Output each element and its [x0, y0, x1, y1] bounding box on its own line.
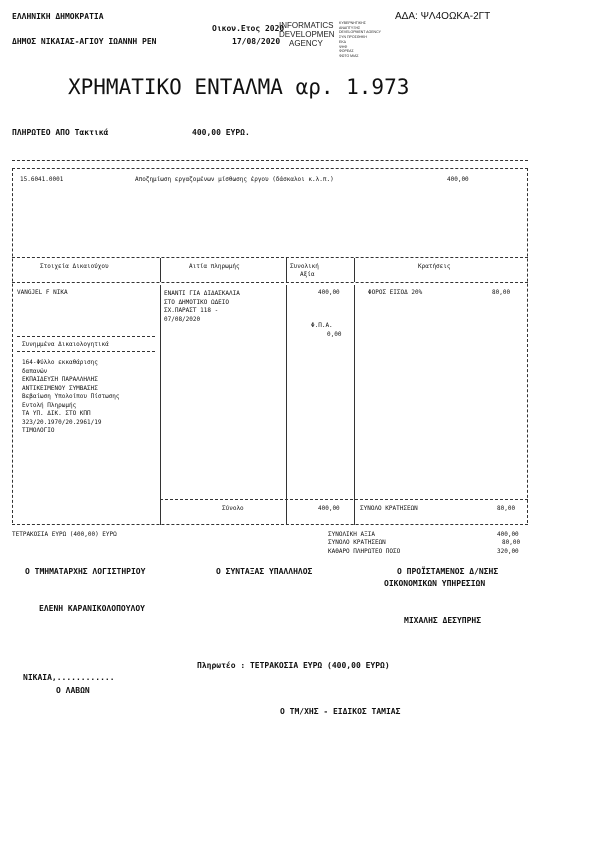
totals-deductions-value: 80,00: [497, 505, 516, 512]
column-header-deductions: Κρατήσεις: [418, 263, 451, 270]
supporting-item: ΕΚΠΑΙΔΕΥΣΗ ΠΑΡΑΛΛΗΛΗΣ: [22, 376, 98, 383]
logo-small-line: ΦΟΡΕΑΣ: [339, 49, 354, 54]
cause-line: 07/08/2020: [164, 315, 201, 323]
column-header-cause: Αιτία πληρωμής: [189, 263, 240, 270]
document-date: 17/08/2020: [232, 37, 281, 46]
signature-accounting-name: ΕΛΕΝΗ ΚΑΡΑΝΙΚΟΛΟΠΟΥΛΟΥ: [39, 604, 145, 613]
logo-line: DEVELOPMEN: [279, 30, 335, 39]
vat-value: 0,00: [327, 331, 342, 338]
budget-amount: 400,00: [447, 176, 469, 183]
cause-line: ΣΤΟ ΔΗΜΟΤΙΚΟ ΩΔΕΙΟ: [164, 298, 230, 306]
cause-line: ΣΧ.ΠΑΡΑΣΤ 118 -: [164, 307, 219, 314]
supporting-item: ΑΝΤΙΚΕΙΜΕΝΟΥ ΣΥΜΒΑΣΗΣ: [22, 384, 98, 392]
summary-net-label: ΚΑΘΑΡΟ ΠΛΗΡΩΤΕΟ ΠΟΣΟ: [328, 548, 401, 555]
fiscal-year: Οικον.Ετος 2020: [212, 24, 285, 33]
table-bottom-rule: [12, 524, 528, 525]
supporting-title: Συνημμένα Δικαιολογητικά: [22, 341, 109, 348]
totals-label: Σύνολο: [222, 505, 244, 512]
logo-small-line: ΨΗΦ: [339, 44, 348, 49]
logo-small-line: DEVELOPMENT AGENCY: [339, 30, 381, 35]
supporting-item: 323/20.1970/20.2961/19: [22, 418, 102, 426]
column-separator: [160, 285, 161, 525]
supporting-item: ΤΙΜΟΛΟΓΙΟ: [22, 427, 55, 434]
column-separator: [354, 258, 355, 282]
payable-amount: 400,00 ΕΥΡΩ.: [192, 128, 250, 137]
payment-place: ΝΙΚΑΙΑ,............: [23, 673, 115, 682]
column-header-creditor: Στοιχεία Δικαιούχου: [40, 263, 109, 270]
signature-compiler: Ο ΣΥΝΤΑΞΑΣ ΥΠΑΛΛΗΛΟΣ: [216, 567, 313, 576]
signature-director-name: ΜΙΧΑΛΗΣ ΔΕΣΥΠΡΗΣ: [404, 616, 482, 625]
signature-accounting-head: Ο ΤΜΗΜΑΤΑΡΧΗΣ ΛΟΓΙΣΤΗΡΙΟΥ: [25, 567, 146, 576]
treasurer-label: Ο ΤΜ/ΧΗΣ - ΕΙΔΙΚΟΣ ΤΑΜΙΑΣ: [280, 707, 401, 716]
supporting-item: Εντολή Πληρωμής: [22, 401, 77, 409]
column-header-total: Συνολική: [290, 263, 319, 270]
table-top-rule: [12, 160, 528, 161]
column-header-total-line2: Αξία: [300, 271, 315, 278]
logo-line: INFORMATICS: [279, 21, 334, 30]
header-bottom-rule: [12, 282, 528, 283]
header-top-rule: [12, 257, 528, 258]
country-name: ΕΛΛΗΝΙΚΗ ΔΗΜΟΚΡΑΤΙΑ: [12, 12, 104, 21]
column-separator: [286, 285, 287, 525]
deduction-name: ΦΟΡΟΣ ΕΙΣΟΔ 20%: [368, 289, 423, 296]
document-title: ΧΡΗΜΑΤΙΚΟ ΕΝΤΑΛΜΑ αρ. 1.973: [68, 75, 410, 99]
municipality-name: ΔΗΜΟΣ ΝΙΚΑΙΑΣ-ΑΓΙΟΥ ΙΩΑΝΝΗ ΡΕΝ: [12, 37, 157, 46]
supporting-item: ΤΑ ΥΠ. ΔΙΚ. ΣΤΟ ΚΠΠ: [22, 410, 91, 417]
payment-cause: [164, 290, 240, 324]
payable-label: ΠΛΗΡΩΤΕΟ ΑΠΟ Τακτικά: [12, 128, 109, 137]
supporting-item: Βεβαίωση Υπολοίπου Πίστωσης: [22, 393, 120, 400]
supporting-item: δαπανών: [22, 367, 48, 375]
totals-value: 400,00: [318, 505, 340, 512]
budget-description: Αποζημίωση εργαζομένων μίσθωσης έργου (δάσκαλοι κ.λ.π.): [135, 176, 334, 183]
deduction-amount: 80,00: [492, 289, 511, 296]
signature-director-line1: Ο ΠΡΟΪΣΤΑΜΕΝΟΣ Δ/ΝΣΗΣ: [397, 567, 499, 576]
supporting-documents-list: [22, 359, 120, 436]
logo-small-line: ΕΚΔ: [339, 39, 347, 44]
summary-deductions-label: ΣΥΝΟΛΟ ΚΡΑΤΗΣΕΩΝ: [328, 539, 386, 546]
table-left-border: [12, 168, 13, 523]
cause-line: ΕΝΑΝΤΙ ΓΙΑ ΔΙΔΑΣΚΑΛΙΑ: [164, 290, 240, 297]
column-separator: [354, 285, 355, 525]
logo-small-line: ΦΩΤΟ ΜΙΑΣ: [339, 53, 359, 58]
receiver-label: Ο ΛΑΒΩΝ: [56, 686, 90, 695]
logo-small-line: ΑΝΑΠΤΥΞΗΣ: [339, 25, 361, 30]
summary-net-value: 320,00: [497, 548, 519, 555]
ada-code: ΑΔΑ: ΨΛ4ΟΩΚΑ-2ΓΤ: [395, 11, 491, 22]
row-total: 400,00: [318, 289, 340, 296]
budget-code: 15.6041.0001: [20, 176, 64, 183]
table-right-border: [527, 168, 528, 523]
summary-total-value: 400,00: [497, 531, 519, 538]
logo-small-line: ΣΥΝ ΠΡΟΣΘΗΚΗ: [339, 35, 367, 40]
summary-deductions-value: 80,00: [502, 539, 521, 546]
logo-line: AGENCY: [289, 39, 323, 48]
totals-top-rule: [160, 499, 528, 500]
signature-director-line2: ΟΙΚΟΝΟΜΙΚΩΝ ΥΠΗΡΕΣΙΩΝ: [384, 579, 486, 588]
logo-small-line: ΚΥΒΕΡΝΗΤΙΚΗΣ: [339, 21, 366, 25]
creditor-name: VANGJEL F NIKA: [17, 289, 68, 296]
summary-total-label: ΣΥΝΟΛΙΚΗ ΑΞΙΑ: [328, 531, 375, 538]
amount-in-words: ΤΕΤΡΑΚΟΣΙΑ ΕΥΡΩ (400,00) ΕΥΡΩ: [12, 531, 117, 538]
column-separator: [160, 258, 161, 282]
column-separator: [286, 258, 287, 282]
totals-deductions-label: ΣΥΝΟΛΟ ΚΡΑΤΗΣΕΩΝ: [360, 505, 418, 512]
supporting-top-rule: [17, 336, 155, 337]
payment-line: Πληρωτέο : ΤΕΤΡΑΚΟΣΙΑ ΕΥΡΩ (400,00 ΕΥΡΩ): [197, 661, 390, 670]
supporting-item: 164-Φύλλο εκκαθάρισης: [22, 359, 98, 366]
vat-label: Φ.Π.Α.: [311, 322, 333, 329]
table-inner-rule: [12, 168, 528, 169]
supporting-bottom-rule: [17, 351, 155, 352]
